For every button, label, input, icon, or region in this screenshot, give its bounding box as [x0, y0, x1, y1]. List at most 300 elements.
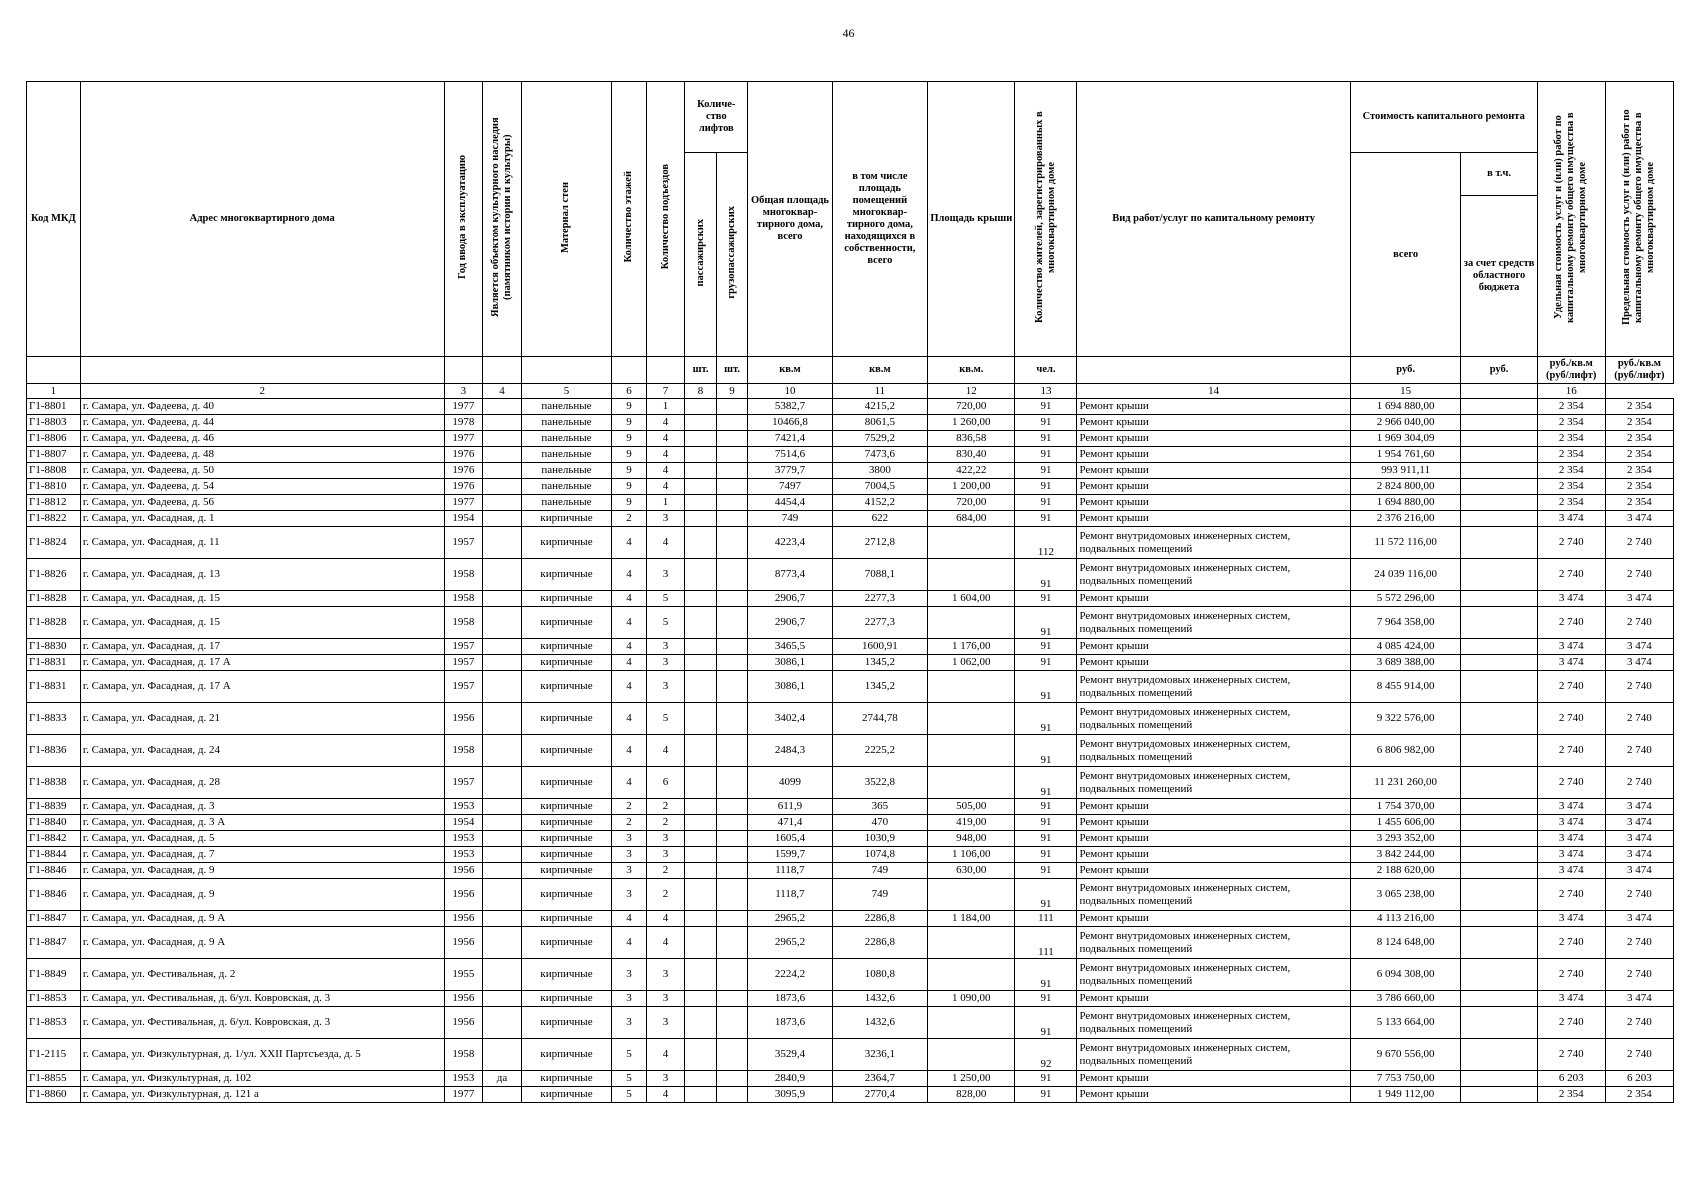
- residents-cell: 91: [1015, 735, 1077, 767]
- roof-area-cell: 1 250,00: [928, 1071, 1015, 1087]
- code-cell: Г1-8808: [27, 463, 81, 479]
- cost-regional-cell: [1461, 559, 1537, 591]
- year-cell: 1958: [444, 735, 483, 767]
- cost-regional-cell: [1461, 799, 1537, 815]
- col-number: 11: [832, 384, 928, 399]
- work-type-cell: Ремонт внутридомовых инженерных систем, подвальных помещений: [1077, 1039, 1350, 1071]
- entrances-cell: 2: [646, 815, 685, 831]
- header-unit-cost: Удельная стоимость услуг и (или) работ по капитальному ремонту общего имущества в многоквартирном доме: [1537, 82, 1605, 357]
- lifts-pass-cell: [685, 927, 716, 959]
- cost-total-cell: 2 376 216,00: [1350, 511, 1461, 527]
- address-cell: г. Самара, ул. Фасадная, д. 28: [80, 767, 444, 799]
- year-cell: 1978: [444, 415, 483, 431]
- lifts-cargo-cell: [716, 959, 747, 991]
- lifts-pass-cell: [685, 815, 716, 831]
- wall-cell: панельные: [521, 479, 611, 495]
- roof-area-cell: [928, 527, 1015, 559]
- unit-cost-cell: 2 354: [1537, 479, 1605, 495]
- roof-area-cell: 1 062,00: [928, 655, 1015, 671]
- year-cell: 1957: [444, 527, 483, 559]
- col-number: 14: [1077, 384, 1350, 399]
- max-cost-cell: 2 740: [1605, 671, 1673, 703]
- wall-cell: кирпичные: [521, 639, 611, 655]
- area-total-cell: 4454,4: [748, 495, 832, 511]
- work-type-cell: Ремонт крыши: [1077, 1071, 1350, 1087]
- lifts-cargo-cell: [716, 447, 747, 463]
- residents-cell: 91: [1015, 463, 1077, 479]
- header-residents: Количество жителей, зарегистрированных в многоквартирном доме: [1015, 82, 1077, 357]
- cost-regional-cell: [1461, 703, 1537, 735]
- cost-total-cell: 6 806 982,00: [1350, 735, 1461, 767]
- lifts-cargo-cell: [716, 879, 747, 911]
- table-row: [27, 527, 1674, 559]
- cost-regional-cell: [1461, 447, 1537, 463]
- entrances-cell: 3: [646, 559, 685, 591]
- wall-cell: кирпичные: [521, 527, 611, 559]
- lifts-cargo-cell: [716, 1007, 747, 1039]
- max-cost-cell: 2 354: [1605, 415, 1673, 431]
- wall-cell: кирпичные: [521, 799, 611, 815]
- work-type-cell: Ремонт крыши: [1077, 1087, 1350, 1103]
- code-cell: Г1-8840: [27, 815, 81, 831]
- area-owned-cell: 749: [832, 863, 928, 879]
- max-cost-cell: 2 740: [1605, 607, 1673, 639]
- cost-total-cell: 1 949 112,00: [1350, 1087, 1461, 1103]
- work-type-cell: Ремонт крыши: [1077, 431, 1350, 447]
- code-cell: Г1-8836: [27, 735, 81, 767]
- year-cell: 1956: [444, 911, 483, 927]
- wall-cell: панельные: [521, 495, 611, 511]
- wall-cell: кирпичные: [521, 847, 611, 863]
- area-owned-cell: 2364,7: [832, 1071, 928, 1087]
- address-cell: г. Самара, ул. Фадеева, д. 54: [80, 479, 444, 495]
- year-cell: 1956: [444, 991, 483, 1007]
- col-number: 4: [483, 384, 522, 399]
- code-cell: Г1-8801: [27, 399, 81, 415]
- cost-regional-cell: [1461, 1071, 1537, 1087]
- area-owned-cell: 2744,78: [832, 703, 928, 735]
- lifts-pass-cell: [685, 703, 716, 735]
- unit-cost-cell: 3 474: [1537, 511, 1605, 527]
- cost-regional-cell: [1461, 911, 1537, 927]
- unit-cost-cell: 2 354: [1537, 415, 1605, 431]
- year-cell: 1958: [444, 1039, 483, 1071]
- work-type-cell: Ремонт крыши: [1077, 479, 1350, 495]
- cost-regional-cell: [1461, 431, 1537, 447]
- col-number: 9: [716, 384, 747, 399]
- year-cell: 1956: [444, 863, 483, 879]
- residents-cell: 91: [1015, 559, 1077, 591]
- floors-cell: 4: [612, 927, 647, 959]
- residents-cell: 91: [1015, 591, 1077, 607]
- work-type-cell: Ремонт крыши: [1077, 495, 1350, 511]
- floors-cell: 4: [612, 735, 647, 767]
- year-cell: 1955: [444, 959, 483, 991]
- year-cell: 1977: [444, 399, 483, 415]
- lifts-pass-cell: [685, 799, 716, 815]
- max-cost-cell: 2 740: [1605, 1007, 1673, 1039]
- year-cell: 1956: [444, 703, 483, 735]
- heritage-cell: [483, 447, 522, 463]
- entrances-cell: 3: [646, 671, 685, 703]
- heritage-cell: [483, 863, 522, 879]
- area-owned-cell: 2770,4: [832, 1087, 928, 1103]
- max-cost-cell: 3 474: [1605, 591, 1673, 607]
- table-row: [27, 735, 1674, 767]
- floors-cell: 3: [612, 959, 647, 991]
- cost-regional-cell: [1461, 479, 1537, 495]
- cost-total-cell: 24 039 116,00: [1350, 559, 1461, 591]
- table-row: [27, 415, 1674, 431]
- table-row: [27, 655, 1674, 671]
- entrances-cell: 5: [646, 591, 685, 607]
- code-cell: Г1-2115: [27, 1039, 81, 1071]
- address-cell: г. Самара, ул. Физкультурная, д. 121 а: [80, 1087, 444, 1103]
- residents-cell: 91: [1015, 495, 1077, 511]
- address-cell: г. Самара, ул. Фестивальная, д. 2: [80, 959, 444, 991]
- cost-total-cell: 3 065 238,00: [1350, 879, 1461, 911]
- residents-cell: 91: [1015, 991, 1077, 1007]
- residents-cell: 91: [1015, 863, 1077, 879]
- col-number: 2: [80, 384, 444, 399]
- header-entrances: Количество подъездов: [646, 82, 685, 357]
- unit-cost-total: руб.: [1350, 357, 1461, 384]
- cost-regional-cell: [1461, 671, 1537, 703]
- code-cell: Г1-8847: [27, 927, 81, 959]
- area-total-cell: 1605,4: [748, 831, 832, 847]
- code-cell: Г1-8849: [27, 959, 81, 991]
- unit-cost-cell: 3 474: [1537, 863, 1605, 879]
- address-cell: г. Самара, ул. Фадеева, д. 44: [80, 415, 444, 431]
- entrances-cell: 4: [646, 463, 685, 479]
- roof-area-cell: 720,00: [928, 399, 1015, 415]
- lifts-pass-cell: [685, 831, 716, 847]
- code-cell: Г1-8803: [27, 415, 81, 431]
- unit-cost-cell: 6 203: [1537, 1071, 1605, 1087]
- wall-cell: кирпичные: [521, 1087, 611, 1103]
- unit-cost-cell: 3 474: [1537, 655, 1605, 671]
- area-total-cell: 7497: [748, 479, 832, 495]
- area-total-cell: 2965,2: [748, 927, 832, 959]
- wall-cell: панельные: [521, 415, 611, 431]
- floors-cell: 4: [612, 671, 647, 703]
- col-number: 7: [646, 384, 685, 399]
- lifts-cargo-cell: [716, 927, 747, 959]
- table-row: [27, 879, 1674, 911]
- year-cell: 1977: [444, 431, 483, 447]
- area-owned-cell: 1345,2: [832, 671, 928, 703]
- area-total-cell: 1118,7: [748, 863, 832, 879]
- table-row: [27, 911, 1674, 927]
- residents-cell: 91: [1015, 431, 1077, 447]
- col-number: 10: [748, 384, 832, 399]
- address-cell: г. Самара, ул. Фасадная, д. 3: [80, 799, 444, 815]
- heritage-cell: [483, 847, 522, 863]
- area-total-cell: 2906,7: [748, 591, 832, 607]
- entrances-cell: 4: [646, 911, 685, 927]
- max-cost-cell: 3 474: [1605, 831, 1673, 847]
- area-owned-cell: 7529,2: [832, 431, 928, 447]
- wall-cell: кирпичные: [521, 1071, 611, 1087]
- code-cell: Г1-8847: [27, 911, 81, 927]
- col-number: 6: [612, 384, 647, 399]
- work-type-cell: Ремонт внутридомовых инженерных систем, подвальных помещений: [1077, 959, 1350, 991]
- code-cell: Г1-8824: [27, 527, 81, 559]
- area-total-cell: 7421,4: [748, 431, 832, 447]
- work-type-cell: Ремонт внутридомовых инженерных систем, подвальных помещений: [1077, 703, 1350, 735]
- table-row: [27, 1071, 1674, 1087]
- area-total-cell: 5382,7: [748, 399, 832, 415]
- floors-cell: 9: [612, 479, 647, 495]
- entrances-cell: 3: [646, 639, 685, 655]
- max-cost-cell: 2 354: [1605, 479, 1673, 495]
- residents-cell: 111: [1015, 911, 1077, 927]
- area-total-cell: 3095,9: [748, 1087, 832, 1103]
- max-cost-cell: 2 740: [1605, 559, 1673, 591]
- header-roof-area: Площадь крыши: [928, 82, 1015, 357]
- heritage-cell: [483, 815, 522, 831]
- residents-cell: 91: [1015, 447, 1077, 463]
- year-cell: 1956: [444, 879, 483, 911]
- lifts-cargo-cell: [716, 655, 747, 671]
- cost-total-cell: 5 572 296,00: [1350, 591, 1461, 607]
- table-row: [27, 959, 1674, 991]
- roof-area-cell: 684,00: [928, 511, 1015, 527]
- roof-area-cell: [928, 607, 1015, 639]
- table-row: [27, 831, 1674, 847]
- wall-cell: панельные: [521, 431, 611, 447]
- cost-total-cell: 1 455 606,00: [1350, 815, 1461, 831]
- wall-cell: кирпичные: [521, 1007, 611, 1039]
- unit-max-cost: руб./кв.м (руб/лифт): [1605, 357, 1673, 384]
- floors-cell: 5: [612, 1087, 647, 1103]
- entrances-cell: 3: [646, 655, 685, 671]
- lifts-cargo-cell: [716, 527, 747, 559]
- address-cell: г. Самара, ул. Фасадная, д. 9 А: [80, 911, 444, 927]
- table-row: [27, 399, 1674, 415]
- work-type-cell: Ремонт внутридомовых инженерных систем, подвальных помещений: [1077, 527, 1350, 559]
- unit-cost-cell: 2 354: [1537, 463, 1605, 479]
- unit-cost-cell: 2 740: [1537, 927, 1605, 959]
- area-total-cell: 8773,4: [748, 559, 832, 591]
- unit-cost-cell: 3 474: [1537, 799, 1605, 815]
- col-number: 13: [1015, 384, 1077, 399]
- roof-area-cell: [928, 1007, 1015, 1039]
- cost-regional-cell: [1461, 399, 1537, 415]
- code-cell: Г1-8853: [27, 991, 81, 1007]
- max-cost-cell: 2 354: [1605, 1087, 1673, 1103]
- unit-cost-cell: 2 740: [1537, 671, 1605, 703]
- floors-cell: 9: [612, 463, 647, 479]
- address-cell: г. Самара, ул. Фасадная, д. 15: [80, 607, 444, 639]
- heritage-cell: [483, 735, 522, 767]
- cost-total-cell: 2 188 620,00: [1350, 863, 1461, 879]
- col-number: 16: [1537, 384, 1605, 399]
- header-work-type: Вид работ/услуг по капитальному ремонту: [1077, 82, 1350, 357]
- lifts-pass-cell: [685, 511, 716, 527]
- code-cell: Г1-8822: [27, 511, 81, 527]
- entrances-cell: 2: [646, 879, 685, 911]
- heritage-cell: [483, 959, 522, 991]
- lifts-cargo-cell: [716, 671, 747, 703]
- work-type-cell: Ремонт крыши: [1077, 511, 1350, 527]
- work-type-cell: Ремонт крыши: [1077, 831, 1350, 847]
- code-cell: Г1-8844: [27, 847, 81, 863]
- table-row: [27, 591, 1674, 607]
- code-cell: Г1-8830: [27, 639, 81, 655]
- wall-cell: кирпичные: [521, 831, 611, 847]
- area-owned-cell: 4215,2: [832, 399, 928, 415]
- cost-regional-cell: [1461, 735, 1537, 767]
- roof-area-cell: [928, 767, 1015, 799]
- year-cell: 1977: [444, 1087, 483, 1103]
- heritage-cell: [483, 927, 522, 959]
- entrances-cell: 3: [646, 1007, 685, 1039]
- wall-cell: кирпичные: [521, 991, 611, 1007]
- work-type-cell: Ремонт внутридомовых инженерных систем, подвальных помещений: [1077, 607, 1350, 639]
- residents-cell: 91: [1015, 1007, 1077, 1039]
- wall-cell: панельные: [521, 399, 611, 415]
- code-cell: Г1-8828: [27, 607, 81, 639]
- entrances-cell: 3: [646, 1071, 685, 1087]
- year-cell: 1957: [444, 671, 483, 703]
- heritage-cell: [483, 607, 522, 639]
- units-row: [27, 357, 1674, 384]
- table-row: [27, 991, 1674, 1007]
- cost-total-cell: 2 824 800,00: [1350, 479, 1461, 495]
- lifts-cargo-cell: [716, 495, 747, 511]
- table-row: [27, 863, 1674, 879]
- work-type-cell: Ремонт крыши: [1077, 847, 1350, 863]
- entrances-cell: 4: [646, 431, 685, 447]
- max-cost-cell: 3 474: [1605, 863, 1673, 879]
- cost-regional-cell: [1461, 1087, 1537, 1103]
- heritage-cell: [483, 991, 522, 1007]
- year-cell: 1953: [444, 847, 483, 863]
- area-owned-cell: 1074,8: [832, 847, 928, 863]
- heritage-cell: [483, 1039, 522, 1071]
- cost-total-cell: 4 113 216,00: [1350, 911, 1461, 927]
- unit-cost-cell: 2 740: [1537, 703, 1605, 735]
- area-total-cell: 10466,8: [748, 415, 832, 431]
- header-cost-incl: в т.ч.: [1461, 153, 1537, 196]
- lifts-pass-cell: [685, 1039, 716, 1071]
- code-cell: Г1-8839: [27, 799, 81, 815]
- lifts-cargo-cell: [716, 639, 747, 655]
- wall-cell: панельные: [521, 447, 611, 463]
- floors-cell: 3: [612, 991, 647, 1007]
- max-cost-cell: 2 740: [1605, 703, 1673, 735]
- area-owned-cell: 749: [832, 879, 928, 911]
- area-total-cell: 749: [748, 511, 832, 527]
- code-cell: Г1-8855: [27, 1071, 81, 1087]
- heritage-cell: [483, 911, 522, 927]
- address-cell: г. Самара, ул. Фасадная, д. 1: [80, 511, 444, 527]
- area-owned-cell: 3522,8: [832, 767, 928, 799]
- heritage-cell: [483, 591, 522, 607]
- lifts-pass-cell: [685, 639, 716, 655]
- area-total-cell: 2906,7: [748, 607, 832, 639]
- cost-regional-cell: [1461, 495, 1537, 511]
- entrances-cell: 5: [646, 703, 685, 735]
- floors-cell: 5: [612, 1071, 647, 1087]
- unit-cost-cell: 2 740: [1537, 1039, 1605, 1071]
- lifts-cargo-cell: [716, 1039, 747, 1071]
- roof-area-cell: [928, 959, 1015, 991]
- max-cost-cell: 2 740: [1605, 735, 1673, 767]
- heritage-cell: [483, 399, 522, 415]
- area-total-cell: 4099: [748, 767, 832, 799]
- lifts-cargo-cell: [716, 815, 747, 831]
- lifts-cargo-cell: [716, 463, 747, 479]
- cost-total-cell: 5 133 664,00: [1350, 1007, 1461, 1039]
- cost-total-cell: 6 094 308,00: [1350, 959, 1461, 991]
- wall-cell: панельные: [521, 463, 611, 479]
- wall-cell: кирпичные: [521, 959, 611, 991]
- cost-total-cell: 11 572 116,00: [1350, 527, 1461, 559]
- area-total-cell: 7514,6: [748, 447, 832, 463]
- area-owned-cell: 2286,8: [832, 911, 928, 927]
- header-floors: Количество этажей: [612, 82, 647, 357]
- code-cell: Г1-8853: [27, 1007, 81, 1039]
- lifts-pass-cell: [685, 655, 716, 671]
- unit-lifts-cargo: шт.: [716, 357, 747, 384]
- area-owned-cell: 2286,8: [832, 927, 928, 959]
- work-type-cell: Ремонт внутридомовых инженерных систем, подвальных помещений: [1077, 1007, 1350, 1039]
- floors-cell: 3: [612, 847, 647, 863]
- roof-area-cell: [928, 1039, 1015, 1071]
- cost-total-cell: 3 689 388,00: [1350, 655, 1461, 671]
- floors-cell: 9: [612, 399, 647, 415]
- cost-regional-cell: [1461, 959, 1537, 991]
- lifts-pass-cell: [685, 591, 716, 607]
- wall-cell: кирпичные: [521, 607, 611, 639]
- cost-total-cell: 8 124 648,00: [1350, 927, 1461, 959]
- header-heritage: Является объектом культурного наследия (памятником истории и культуры): [483, 82, 522, 357]
- cost-regional-cell: [1461, 607, 1537, 639]
- lifts-cargo-cell: [716, 511, 747, 527]
- address-cell: г. Самара, ул. Фестивальная, д. 6/ул. Ковровская, д. 3: [80, 991, 444, 1007]
- lifts-pass-cell: [685, 991, 716, 1007]
- lifts-pass-cell: [685, 879, 716, 911]
- roof-area-cell: 948,00: [928, 831, 1015, 847]
- year-cell: 1958: [444, 607, 483, 639]
- cost-regional-cell: [1461, 815, 1537, 831]
- lifts-cargo-cell: [716, 799, 747, 815]
- heritage-cell: [483, 527, 522, 559]
- unit-roof-area: кв.м.: [928, 357, 1015, 384]
- year-cell: 1954: [444, 815, 483, 831]
- year-cell: 1976: [444, 479, 483, 495]
- max-cost-cell: 6 203: [1605, 1071, 1673, 1087]
- max-cost-cell: 3 474: [1605, 991, 1673, 1007]
- residents-cell: 91: [1015, 1071, 1077, 1087]
- address-cell: г. Самара, ул. Фасадная, д. 9: [80, 879, 444, 911]
- work-type-cell: Ремонт внутридомовых инженерных систем, подвальных помещений: [1077, 927, 1350, 959]
- lifts-pass-cell: [685, 415, 716, 431]
- lifts-pass-cell: [685, 1071, 716, 1087]
- roof-area-cell: 505,00: [928, 799, 1015, 815]
- address-cell: г. Самара, ул. Фасадная, д. 21: [80, 703, 444, 735]
- cost-total-cell: 9 670 556,00: [1350, 1039, 1461, 1071]
- floors-cell: 4: [612, 591, 647, 607]
- lifts-pass-cell: [685, 479, 716, 495]
- code-cell: Г1-8842: [27, 831, 81, 847]
- floors-cell: 9: [612, 447, 647, 463]
- roof-area-cell: 1 106,00: [928, 847, 1015, 863]
- area-owned-cell: 2277,3: [832, 607, 928, 639]
- work-type-cell: Ремонт крыши: [1077, 815, 1350, 831]
